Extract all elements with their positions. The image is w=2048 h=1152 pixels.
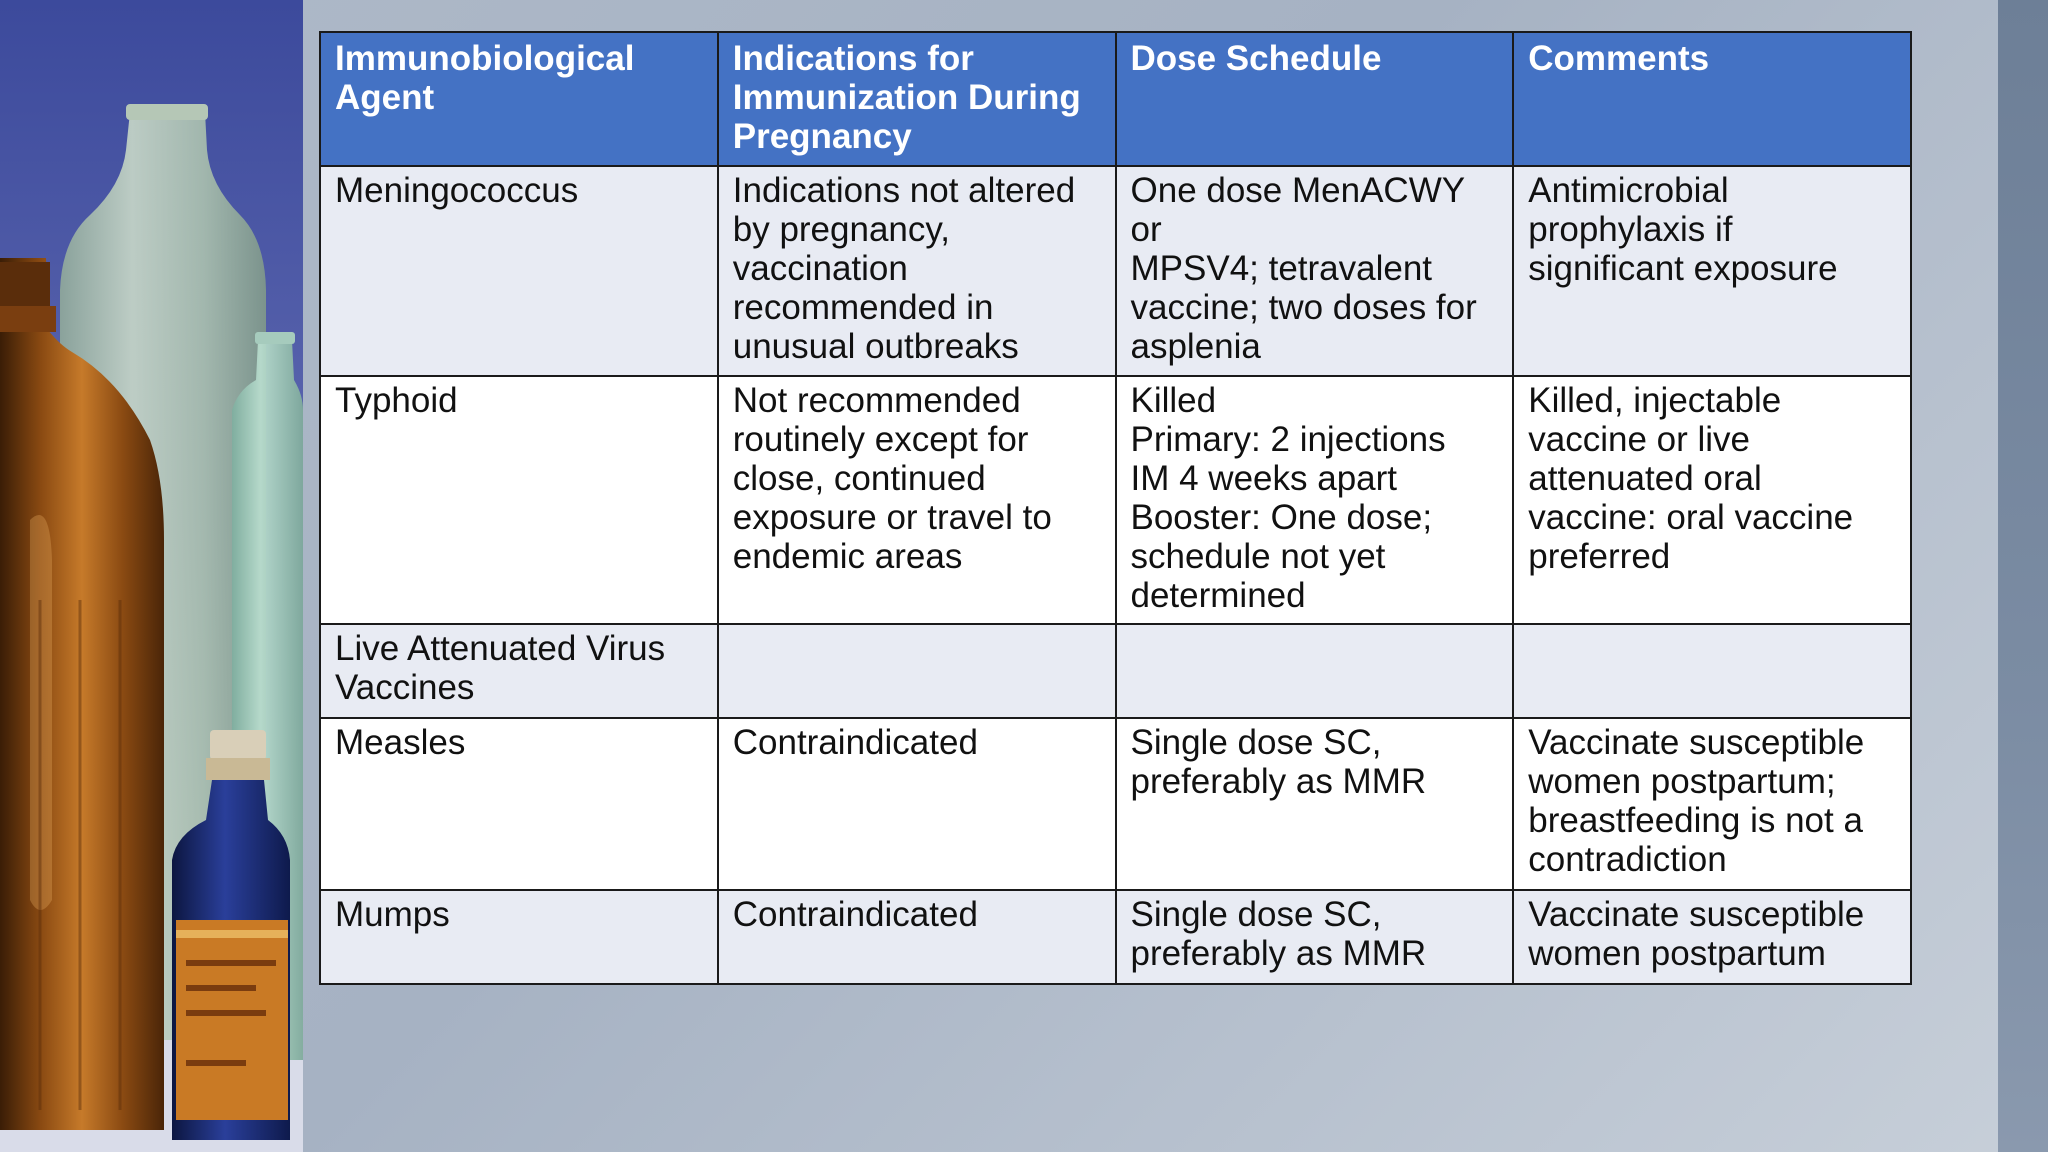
cell-dose: One dose MenACWY or MPSV4; tetravalent vaccine; two doses for asplenia [1116,166,1514,376]
cell-indications [718,624,1116,718]
cell-agent: Measles [320,718,718,890]
cell-comments: Antimicrobial prophylaxis if significant exposure [1513,166,1911,376]
cell-dose [1116,624,1514,718]
immunization-table [319,31,1912,985]
table-row [320,890,1911,984]
header-comments: Comments [1513,32,1911,166]
table-row [320,718,1911,890]
header-agent: Immunobiological Agent [320,32,718,166]
cell-indications: Contraindicated [718,890,1116,984]
cell-comments: Killed, injectable vaccine or live attenuated oral vaccine: oral vaccine preferred [1513,376,1911,624]
cell-comments: Vaccinate susceptible women postpartum [1513,890,1911,984]
cell-comments [1513,624,1911,718]
cell-agent: Meningococcus [320,166,718,376]
header-indications: Indications for Immunization During Pregnancy [718,32,1116,166]
cell-indications: Not recommended routinely except for close, continued exposure or travel to endemic areas [718,376,1116,624]
cell-indications: Contraindicated [718,718,1116,890]
table-row [320,166,1911,376]
header-dose-schedule: Dose Schedule [1116,32,1514,166]
right-accent-strip [1998,0,2048,1152]
cell-comments: Vaccinate susceptible women postpartum; breastfeeding is not a contradiction [1513,718,1911,890]
table-row [320,376,1911,624]
cell-agent: Live Attenuated Virus Vaccines [320,624,718,718]
medicine-bottles-photo [0,0,303,1152]
cell-dose: Killed Primary: 2 injections IM 4 weeks apart Booster: One dose; schedule not yet determined [1116,376,1514,624]
cell-agent: Typhoid [320,376,718,624]
table-header-row [320,32,1911,166]
table-row [320,624,1911,718]
cell-dose: Single dose SC, preferably as MMR [1116,890,1514,984]
cell-indications: Indications not altered by pregnancy, vaccination recommended in unusual outbreaks [718,166,1116,376]
immunization-table-container [319,31,1912,985]
cell-dose: Single dose SC, preferably as MMR [1116,718,1514,890]
cell-agent: Mumps [320,890,718,984]
